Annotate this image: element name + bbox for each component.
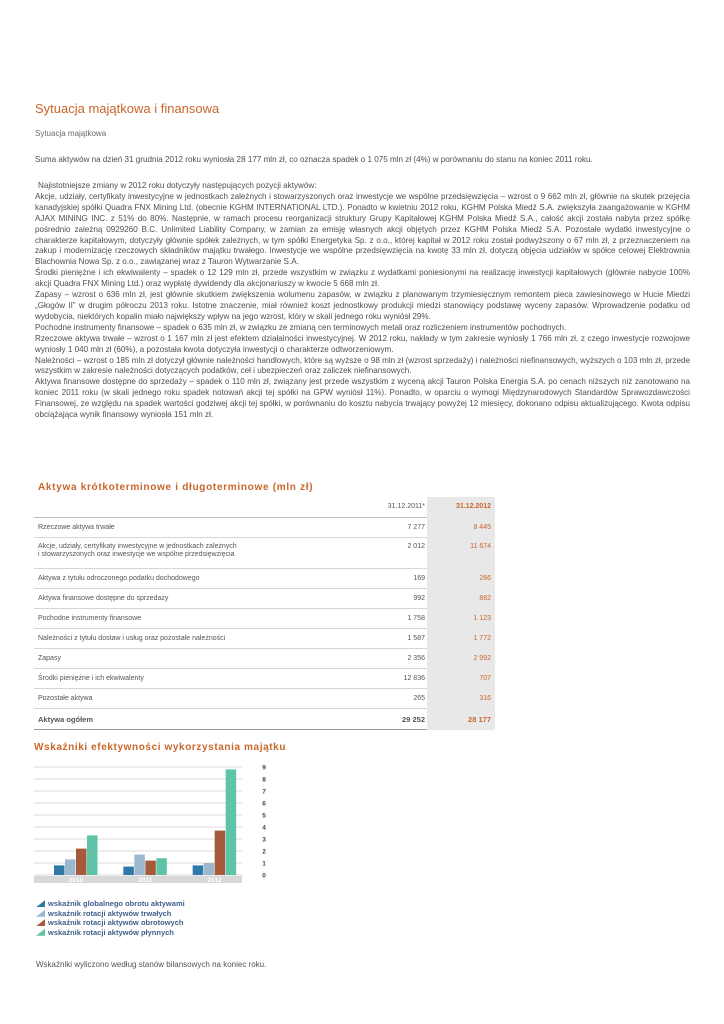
bar-1-2010 xyxy=(54,865,65,875)
value-2011: 2 012 xyxy=(407,543,425,550)
table-total-row xyxy=(34,709,495,730)
legend-label: wskaźnik globalnego obrotu aktywami xyxy=(48,899,185,909)
chart-legend xyxy=(36,899,185,937)
legend-swatch xyxy=(36,900,45,907)
table-row xyxy=(34,689,495,709)
paragraph-inventory: Zapasy – wzrost o 636 mln zł, jest głównie skutkiem zwiększenia wolumenu zapasów, w związku z planowanym trzymiesięcznym remontem pieca zawiesinowego w Hucie Miedzi „Głogów II” w drugim półroczu 2013 roku. Istotne znaczenie, miał również koszt jednostkowy produkcji miedzi stanowiący podstawę wyceny zapasów. Wprowadzenie podatku od wydobycia, niektórych kopalin miało największy wpływ na jego wzrost, który w skali jednego roku wyniósł 29%. xyxy=(35,290,690,321)
legend-item xyxy=(36,928,185,938)
row-label: Pozostałe aktywa xyxy=(38,695,93,702)
table-row xyxy=(34,589,495,609)
bar-3-2012 xyxy=(215,831,226,875)
assets-table-title: Aktywa krótkoterminowe i długoterminowe (mln zł) xyxy=(38,482,314,493)
table-row xyxy=(34,649,495,669)
intro-paragraph xyxy=(35,155,690,166)
value-2012: 1 772 xyxy=(473,635,491,642)
paragraph-cash: Środki pieniężne i ich ekwiwalenty – spadek o 12 129 mln zł, przede wszystkim w związku z wydatkami poniesionymi na realizację inwestycji kapitałowych (głównie nabycie 100% akcji Quadra FNX Mining Ltd.) oraz wypłatę dywidendy dla akcjonariuszy w kwocie 5 668 mln zł. xyxy=(35,268,690,289)
value-2011: 1 587 xyxy=(407,635,425,642)
value-2011: 7 277 xyxy=(407,524,425,531)
legend-label: wskaźnik rotacji aktywów płynnych xyxy=(48,927,174,937)
legend-swatch xyxy=(36,910,45,917)
value-2011: 12 836 xyxy=(403,675,425,682)
bar-2-2012 xyxy=(204,863,215,875)
bar-1-2011 xyxy=(123,867,134,875)
value-2011: 169 xyxy=(413,575,425,582)
column-header-2012: 31.12.2012 xyxy=(455,503,491,510)
bar-3-2010 xyxy=(76,849,87,875)
value-2011: 1 758 xyxy=(407,615,425,622)
total-2011: 29 252 xyxy=(402,715,425,724)
legend-item xyxy=(36,909,185,919)
y-tick-label: 4 xyxy=(262,824,266,832)
total-label: Aktywa ogółem xyxy=(38,715,94,724)
bar-1-2012 xyxy=(193,865,204,875)
x-tick-label: 2012 xyxy=(207,877,222,884)
value-2012: 8 445 xyxy=(473,524,491,531)
paragraph-shares: Akcje, udziały, certyfikaty inwestycyjne w jednostkach zależnych i stowarzyszonych oraz inwestycje we wspólne przedsięwzięcia – wzrost o 9 662 mln zł, głównie na skutek przejęcia kanadyjskiej spółki Quadra FNX Mining Ltd. (obecnie KGHM INTERNATIONAL LTD.). Ponadto w kwietniu 2012 roku, KGHM Polska Miedź S.A. zwiększyła zaangażowanie w KGHM AJAX MINING INC. z 51% do 80%. Następnie, w ramach procesu reorganizacji struktury Grupy Kapitałowej KGHM Polska Miedź S.A., całość akcji została nabyta przez spółkę pośrednio zależną 0929260 B.C. Unlimited Liability Company, w zamian za emisję własnych akcji objętych przez KGHM Polska Miedź S.A. Pozostałe wydatki inwestycyjne o charakterze kapitałowym, dotyczyły głównie spółek zależnych, w tym spółki Energetyka Sp. z o.o., której kapitał w 2012 roku został podwyższony o 67 mln zł, z przeznaczeniem na zakup i modernizację rzeczowych składników majątku trwałego. Inwestycje we wspólne przedsięwzięcia na kwotę 33 mln zł, dotyczą objęcia udziałów w spółce celowej Elektrownia Blachownia Nowa Sp. z o.o., zawiązanej wraz z Tauron Wytwarzanie S.A. xyxy=(35,191,690,267)
y-tick-label: 8 xyxy=(262,776,266,784)
paragraph-receivables: Należności – wzrost o 185 mln zł dotyczył głównie należności handlowych, które są wyższe o 98 mln zł (wzrost sprzedaży) i należności niefinansowych, wyższych o 103 mln zł, przede wszystkim w zakresie należności dotyczących podatków, ceł i ubezpieczeń oraz zaliczek niefinansowych. xyxy=(35,355,690,376)
table-row xyxy=(34,629,495,649)
value-2012: 266 xyxy=(479,575,491,582)
efficiency-chart xyxy=(30,760,280,890)
assets-table xyxy=(34,497,495,730)
table-row xyxy=(34,669,495,689)
legend-swatch xyxy=(36,929,45,936)
paragraph-afs-assets: Aktywa finansowe dostępne do sprzedaży – spadek o 110 mln zł, związany jest przede wszystkim z wyceną akcji Tauron Polska Energia S.A. po cenach niższych niż zanotowano na koniec 2011 roku (w skali jednego roku spadek notowań akcji tej spółki na GPW wyniósł 11%). Ponadto, w oparciu o wymogi Międzynarodowych Standardów Sprawozdawczości Finansowej, ze względu na spadek wartości godziwej akcji tej spółki, w porównaniu do kosztu nabycia trwający powyżej 12 miesięcy, dokonano odpisu aktualizującego. Kwota odpisu obciążająca wynik finansowy wyniosła 151 mln zł. xyxy=(35,377,690,420)
value-2012: 882 xyxy=(479,595,491,602)
value-2011: 992 xyxy=(413,595,425,602)
row-label: Środki pieniężne i ich ekwiwalenty xyxy=(38,675,144,682)
bar-4-2011 xyxy=(156,858,167,875)
legend-label: wskaźnik rotacji aktywów obrotowych xyxy=(48,918,184,928)
row-label-line2: i stowarzyszonych oraz inwestycje we wspólne przedsięwzięcia xyxy=(38,551,235,558)
bar-2-2011 xyxy=(134,855,145,875)
row-label: Aktywa finansowe dostępne do sprzedaży xyxy=(38,595,169,602)
bar-4-2010 xyxy=(87,835,98,875)
y-tick-label: 7 xyxy=(262,788,266,796)
y-tick-label: 6 xyxy=(262,800,266,808)
row-label: Rzeczowe aktywa trwałe xyxy=(38,524,115,531)
row-label: Należności z tytułu dostaw i usług oraz pozostałe należności xyxy=(38,635,226,642)
y-tick-label: 2 xyxy=(262,848,266,856)
chart-footnote: Wskaźniki wyliczono według stanów bilansowych na koniec roku. xyxy=(36,960,267,969)
changes-intro: Najistotniejsze zmiany w 2012 roku dotyczyły następujących pozycji aktywów: xyxy=(38,181,317,190)
row-label: Aktywa z tytułu odroczonego podatku dochodowego xyxy=(38,575,200,582)
bar-4-2012 xyxy=(226,769,237,875)
value-2011: 2 356 xyxy=(407,655,425,662)
y-tick-label: 3 xyxy=(262,836,266,844)
legend-label: wskaźnik rotacji aktywów trwałych xyxy=(48,908,172,918)
x-tick-label: 2010 xyxy=(68,877,84,884)
y-tick-label: 0 xyxy=(262,872,266,880)
page-title: Sytuacja majątkowa i finansowa xyxy=(35,101,220,116)
table-row xyxy=(34,609,495,629)
bar-3-2011 xyxy=(145,861,156,875)
total-2012: 28 177 xyxy=(468,715,491,724)
changes-section xyxy=(35,181,690,421)
legend-item xyxy=(36,918,185,928)
value-2012: 316 xyxy=(479,695,491,702)
row-label: Akcje, udziały, certyfikaty inwestycyjne w jednostkach zależnych xyxy=(38,543,237,550)
legend-item xyxy=(36,899,185,909)
value-2012: 1 123 xyxy=(473,615,491,622)
table-header-row xyxy=(34,497,495,518)
table-row xyxy=(34,569,495,589)
bar-2-2010 xyxy=(65,859,76,875)
row-label: Pochodne instrumenty finansowe xyxy=(38,615,142,622)
paragraph-fixed-assets: Rzeczowe aktywa trwałe – wzrost o 1 167 mln zł jest efektem działalności inwestycyjnej. W 2012 roku, nakłady w tym zakresie wyniosły 1 766 mln zł, z czego inwestycje rozwojowe wyniosły 1 040 mln zł (60%), a pozostała kwota dotyczyła inwestycji o charakterze odtworzeniowym. xyxy=(35,333,690,354)
value-2012: 11 674 xyxy=(470,543,491,550)
row-label: Zapasy xyxy=(38,655,61,662)
legend-swatch xyxy=(36,919,45,926)
value-2012: 707 xyxy=(479,675,491,682)
y-tick-label: 9 xyxy=(262,764,266,772)
value-2011: 265 xyxy=(413,695,425,702)
column-header-2011: 31.12.2011* xyxy=(387,503,425,510)
y-tick-label: 5 xyxy=(262,812,266,820)
paragraph-derivatives: Pochodne instrumenty finansowe – spadek o 635 mln zł, w związku ze zmianą cen terminowych metali oraz rozliczeniem instrumentów pochodnych. xyxy=(35,322,567,332)
chart-title: Wskaźniki efektywności wykorzystania majątku xyxy=(34,742,287,753)
value-2012: 2 992 xyxy=(473,655,491,662)
table-row xyxy=(34,538,495,569)
table-row xyxy=(34,518,495,538)
y-tick-label: 1 xyxy=(262,860,266,868)
x-tick-label: 2011 xyxy=(138,877,153,884)
section-subtitle: Sytuacja majątkowa xyxy=(35,129,107,138)
intro-text: Suma aktywów na dzień 31 grudnia 2012 roku wyniosła 28 177 mln zł, co oznacza spadek o 1 075 mln zł (4%) w porównaniu do stanu na koniec 2011 roku. xyxy=(35,155,593,164)
